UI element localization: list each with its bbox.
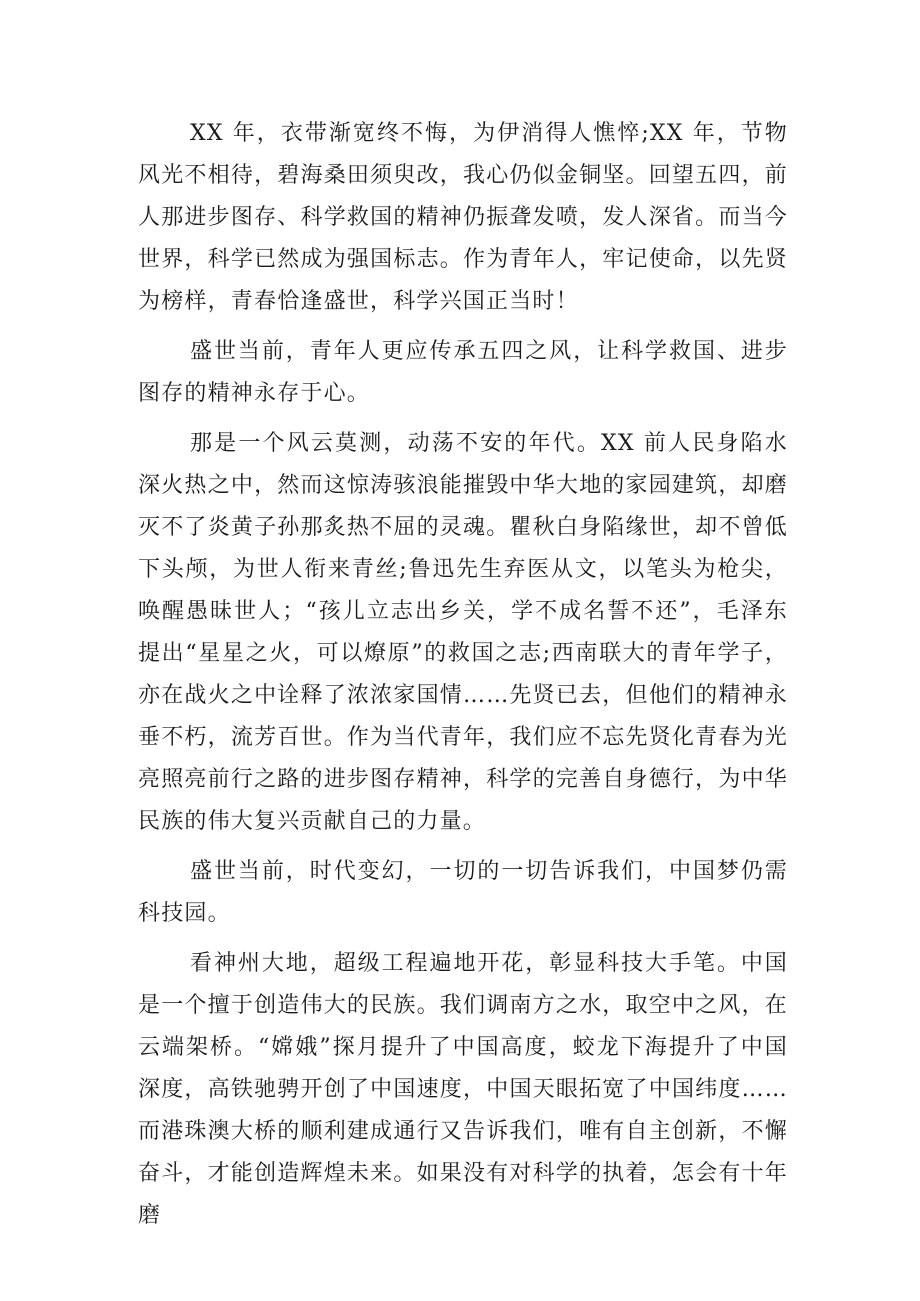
- paragraph: XX 年，衣带渐宽终不悔，为伊消得人憔悴;XX 年，节物风光不相待，碧海桑田须臾改，我心仍似金铜坚。回望五四，前人那进步图存、科学救国的精神仍振聋发喷，发人深省。而当今世界，科学已然成为强国标志。作为青年人，牢记使命，以先贤为榜样，青春恰逢盛世，科学兴国正当时！: [138, 121, 788, 314]
- paragraph: 盛世当前，青年人更应传承五四之风，让科学救国、进步图存的精神永存于心。: [138, 339, 788, 406]
- document-body: [138, 113, 788, 1245]
- paragraph: 看神州大地，超级工程遍地开花，彰显科技大手笔。中国是一个擅于创造伟大的民族。我们调南方之水，取空中之风，在云端架桥。“嫦娥”探月提升了中国高度，蛟龙下海提升了中国深度，高铁驰骋开创了中国速度，中国天眼拓宽了中国纬度……而港珠澳大桥的顺利建成通行又告诉我们，唯有自主创新，不懈奋斗，才能创造辉煌未来。如果没有对科学的执着，怎会有十年磨: [138, 951, 788, 1228]
- paragraph: 盛世当前，时代变幻，一切的一切告诉我们，中国梦仍需科技园。: [138, 859, 788, 926]
- paragraph: 那是一个风云莫测，动荡不安的年代。XX 前人民身陷水深火热之中，然而这惊涛骇浪能摧毁中华大地的家园建筑，却磨灭不了炎黄子孙那炙热不屈的灵魂。瞿秋白身陷缘世，却不曾低下头颅，为世人衔来青丝;鲁迅先生弃医从文，以笔头为枪尖，唤醒愚昧世人；“孩儿立志出乡关，学不成名誓不还”，毛泽东提出“星星之火，可以燎原”的救国之志;西南联大的青年学子，亦在战火之中诠释了浓浓家国情……先贤已去，但他们的精神永垂不朽，流芳百世。作为当代青年，我们应不忘先贤化青春为光亮照亮前行之路的进步图存精神，科学的完善自身德行，为中华民族的伟大复兴贡献自己的力量。: [138, 431, 788, 834]
